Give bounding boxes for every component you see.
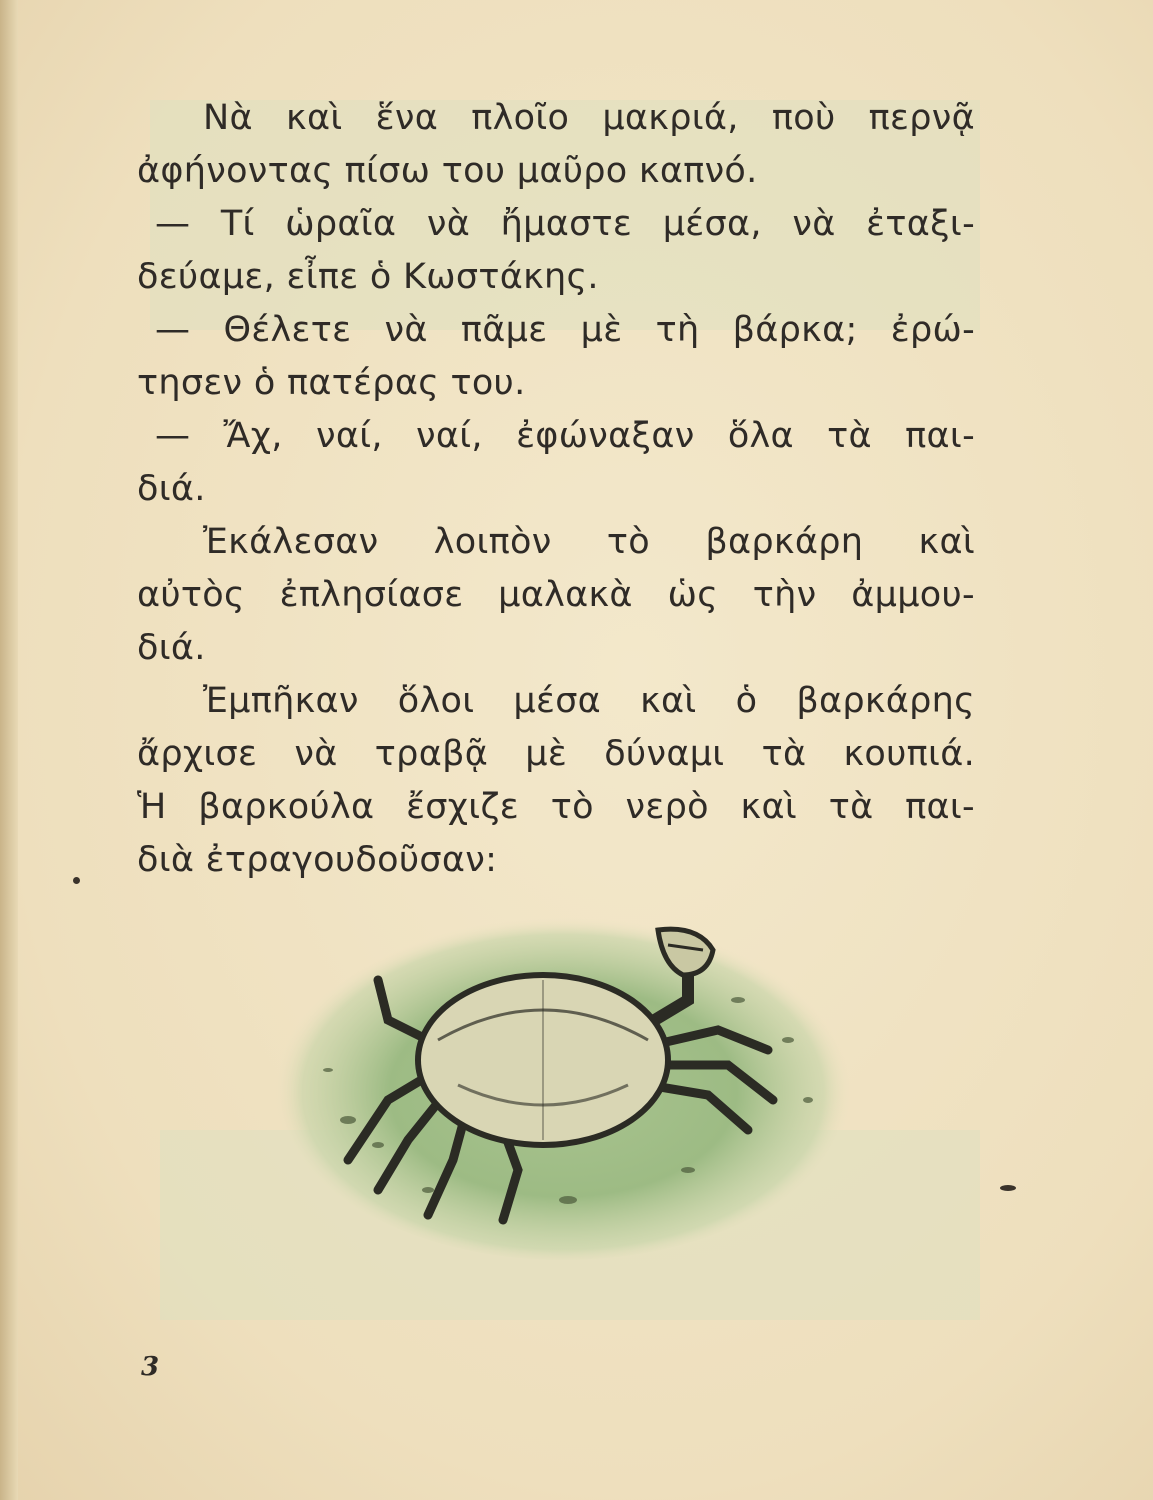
text-line: διά. — [137, 469, 206, 509]
text-line: τησεν ὁ πατέρας του. — [137, 363, 526, 403]
text-line: διά. — [137, 628, 206, 668]
ink-speck — [73, 877, 80, 884]
page-number: 3 — [141, 1352, 160, 1382]
ink-speck — [1000, 1185, 1016, 1191]
text-line: ἄρχισε νὰ τραβᾷ μὲ δύναμι τὰ κουπιά. — [137, 734, 975, 774]
text-line: Ἐμπῆκαν ὅλοι μέσα καὶ ὁ βαρκάρης — [203, 681, 975, 721]
text-line: Ἡ βαρκούλα ἔσχιζε τὸ νερὸ καὶ τὰ παι- — [137, 787, 975, 827]
text-line: αὐτὸς ἐπλησίασε μαλακὰ ὡς τὴν ἀμμου- — [137, 575, 975, 615]
text-line: — Ἄχ, ναί, ναί, ἐφώναξαν ὅλα τὰ παι- — [155, 416, 975, 456]
text-line: δεύαμε, εἶπε ὁ Κωστάκης. — [137, 257, 599, 297]
text-line: διὰ ἐτραγουδοῦσαν: — [137, 840, 498, 880]
text-line: Νὰ καὶ ἕνα πλοῖο μακριά, ποὺ περνᾷ — [203, 98, 975, 138]
text-line: — Θέλετε νὰ πᾶμε μὲ τὴ βάρκα; ἐρώ- — [155, 310, 975, 350]
body-text — [137, 92, 975, 887]
crab-illustration — [268, 870, 868, 1270]
text-line: Ἐκάλεσαν λοιπὸν τὸ βαρκάρη καὶ — [203, 522, 975, 562]
text-line: — Τί ὡραῖα νὰ ἤμαστε μέσα, νὰ ἐταξι- — [155, 204, 975, 244]
page-edge — [0, 0, 18, 1500]
text-line: ἀφήνοντας πίσω του μαῦρο καπνό. — [137, 151, 758, 191]
